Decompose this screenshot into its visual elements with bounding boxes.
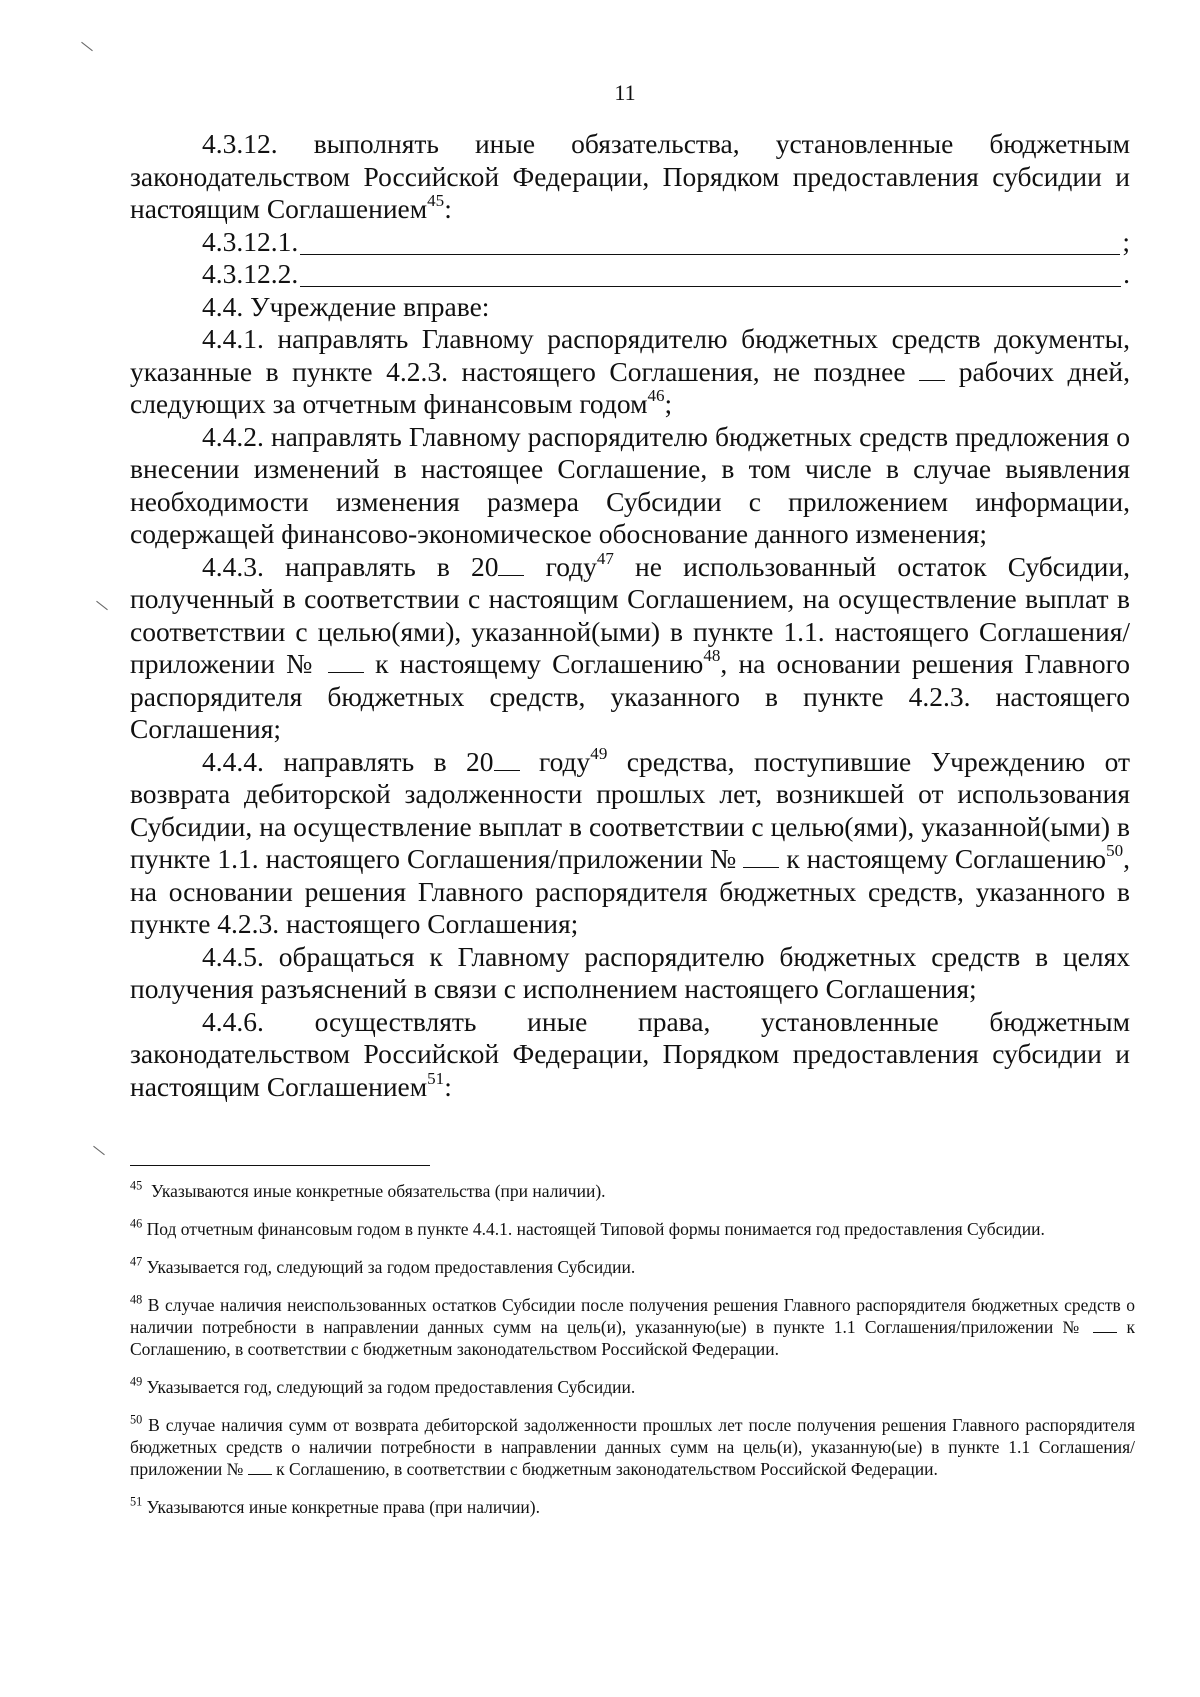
paragraph-4-4-1: 4.4.1. направлять Главному распорядителю бюджетных средств документы, указанные в пункте 4.2.3. настоящего Соглашения, не позднее рабочих дней, следующих за отчетным финансовым годом$^{46}$; [130, 323, 1131, 419]
fill-rule [300, 253, 1120, 255]
footnote-45: $^{45}$ Указываются иные конкретные обязательства (при наличии). [130, 1178, 606, 1201]
footnote-ref-48: 48 [703, 646, 721, 666]
footnote-ref-47: 47 [596, 548, 614, 568]
paragraph-4-4-4: 4.4.4. направлять в 20 году$^{49}$ средства, поступившие Учреждению от возврата дебиторской задолженности прошлых лет, возникшей от использования Субсидии, на осуществление выплат в соответствии с целью(ями), указанной(ыми) в пункте 1.1. настоящего Соглашения/приложении № к настоящему Соглашению$^{50}$, на основании решения Главного распорядителя бюджетных средств, указанного в пункте 4.2.3. настоящего Соглашения; [130, 743, 1131, 939]
blank-field [494, 769, 520, 771]
scan-mark [96, 601, 108, 610]
line-4-3-12-1: 4.3.12.1. ; [202, 225, 1130, 257]
paragraph-4-4-5: 4.4.5. обращаться к Главному распорядителю бюджетных средств в целях получения разъяснений в связи с исполнением настоящего Соглашения; [130, 940, 1130, 1004]
blank-field [919, 379, 945, 381]
paragraph-4-4: 4.4. Учреждение вправе: [202, 290, 490, 322]
scan-mark [93, 1146, 105, 1155]
footnote-ref-51: 51 [427, 1068, 445, 1088]
blank-field [248, 1473, 272, 1475]
footnotes [130, 1180, 1135, 1534]
footnote-50: $^{50}$ В случае наличия сумм от возврата дебиторской задолженности прошлых лет после получения решения Главного распорядителя бюджетных средств о наличии потребности в направлении данных сумм на цель(и), указанную(ые) в пункте 1.1 Соглашения/приложении № к Соглашению, в соответствии с бюджетным законодательством Российской Федерации. [130, 1412, 1135, 1479]
footnote-46: $^{46}$ Под отчетным финансовым годом в пункте 4.4.1. настоящей Типовой формы понимается год предоставления Субсидии. [130, 1216, 1045, 1239]
blank-field [328, 671, 364, 673]
footnote-ref-49: 49 [590, 743, 608, 763]
blank-field [743, 866, 779, 868]
paragraph-4-3-12: 4.3.12. выполнять иные обязательства, установленные бюджетным законодательством Российской Федерации, Порядком предоставления субсидии и настоящим Соглашением$^{45}$: [130, 128, 1130, 224]
footnote-47: $^{47}$ Указывается год, следующий за годом предоставления Субсидии. [130, 1254, 636, 1277]
blank-field [498, 574, 524, 576]
blank-field [1093, 1331, 1117, 1333]
footnote-48: $^{48}$ В случае наличия неиспользованных остатков Субсидии после получения решения Главного распорядителя бюджетных средств о наличии потребности в направлении данных сумм на цель(и), указанную(ые) в пункте 1.1 Соглашения/приложении № к Соглашению, в соответствии с бюджетным законодательством Российской Федерации. [130, 1292, 1135, 1359]
paragraph-4-4-3: 4.4.3. направлять в 20 году$^{47}$ не использованный остаток Субсидии, полученный в соответствии с настоящим Соглашением, на осуществление выплат в соответствии с целью(ями), указанной(ыми) в пункте 1.1. настоящего Соглашения/приложении № к настоящему Соглашению$^{48}$, на основании решения Главного распорядителя бюджетных средств, указанного в пункте 4.2.3. настоящего Соглашения; [130, 548, 1131, 744]
main-text [130, 128, 1130, 1103]
fill-rule [300, 285, 1121, 287]
footnote-separator [130, 1165, 430, 1166]
scan-mark [81, 42, 93, 51]
paragraph-4-4-2: 4.4.2. направлять Главному распорядителю бюджетных средств предложения о внесении изменений в настоящее Соглашение, в том числе в случае выявления необходимости изменения размера Субсидии с приложением информации, содержащей финансово-экономическое обоснование данного изменения; [130, 420, 1130, 549]
footnote-ref-45: 45 [427, 191, 445, 211]
page-number: 11 [614, 80, 636, 105]
footnote-ref-50: 50 [1106, 841, 1124, 861]
footnote-51: $^{51}$ Указываются иные конкретные права (при наличии). [130, 1494, 540, 1517]
footnote-ref-46: 46 [647, 386, 665, 406]
line-4-3-12-2: 4.3.12.2. . [202, 258, 1130, 289]
footnote-49: $^{49}$ Указывается год, следующий за годом предоставления Субсидии. [130, 1374, 636, 1397]
paragraph-4-4-6: 4.4.6. осуществлять иные права, установленные бюджетным законодательством Российской Федерации, Порядком предоставления субсидии и настоящим Соглашением$^{51}$: [130, 1005, 1130, 1102]
